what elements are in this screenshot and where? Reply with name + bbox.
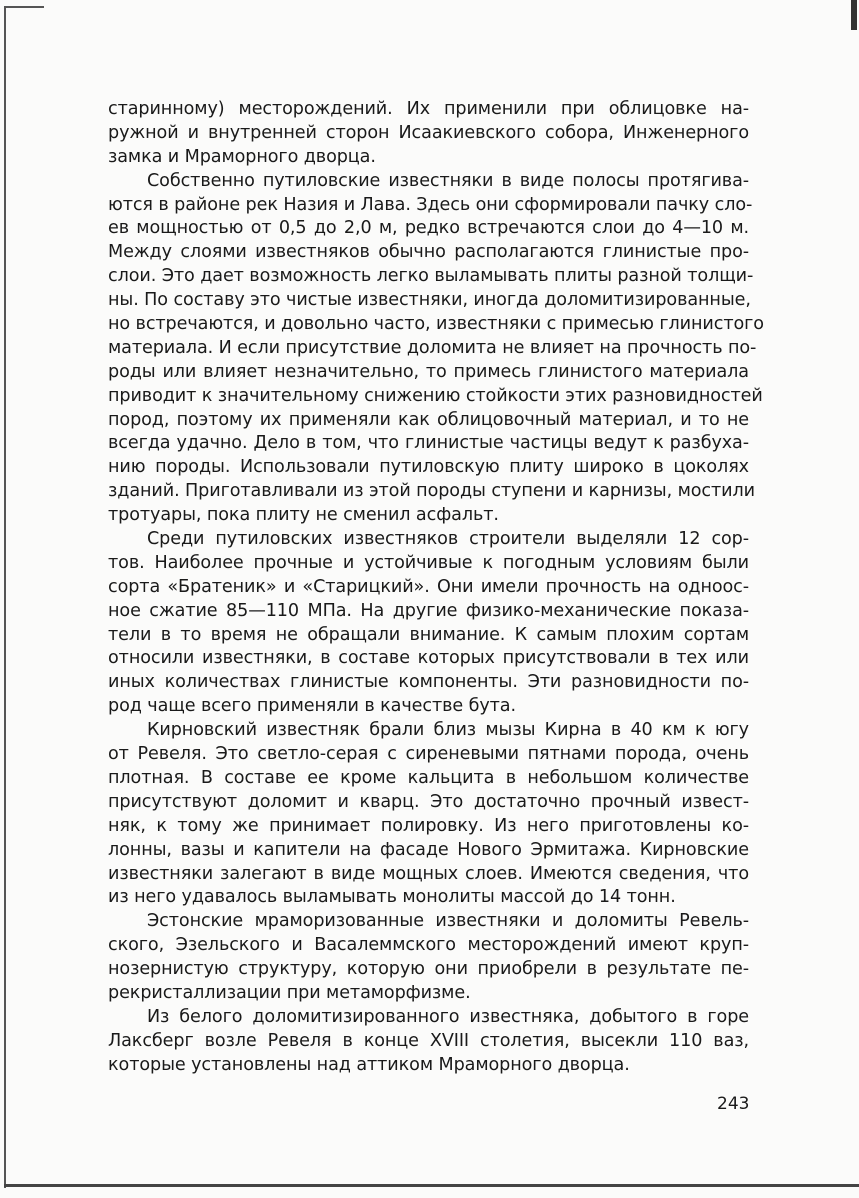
- text-line: тели в то время не обращали внимание. К самым плохим сортам: [108, 624, 749, 645]
- paragraph: [108, 170, 764, 528]
- text-line: известняки залегают в виде мощных слоев. Имеются сведения, что: [108, 863, 749, 884]
- text-line: материала. И если присутствие доломита не влияет на прочность по-: [108, 337, 757, 358]
- text-line: Собственно путиловские известняки в виде полосы протягива-: [147, 170, 749, 191]
- text-line: няк, к тому же принимает полировку. Из него приготовлены ко-: [108, 815, 749, 836]
- text-line: но встречаются, и довольно часто, известняки с примесью глинистого: [108, 314, 764, 335]
- paragraph: [108, 719, 749, 910]
- text-line: сорта «Братеник» и «Старицкий». Они имели прочность на одноос-: [108, 576, 749, 597]
- text-line: зданий. Приготавливали из этой породы ступени и карнизы, мостили: [108, 481, 755, 502]
- body-text: [108, 98, 764, 1078]
- text-line: Между слоями известняков обычно располагаются глинистые про-: [108, 242, 749, 263]
- scan-edge-left: [4, 8, 6, 1188]
- text-line: всегда удачно. Дело в том, что глинистые частицы ведут к разбуха-: [108, 433, 749, 454]
- text-line: плотная. В составе ее кроме кальцита в небольшом количестве: [108, 767, 749, 788]
- text-line: Из белого доломитизированного известняка, добытого в горе: [147, 1006, 749, 1027]
- text-line: нию породы. Использовали путиловскую плиту широко в цоколях: [108, 457, 749, 478]
- text-line: пород, поэтому их применяли как облицовочный материал, и то не: [108, 409, 749, 430]
- text-line: ружной и внутренней сторон Исаакиевского собора, Инженерного: [108, 122, 749, 143]
- scan-edge-bottom: [4, 1184, 859, 1187]
- text-line: рекристаллизации при метаморфизме.: [108, 982, 471, 1003]
- paragraph: [108, 910, 749, 1006]
- text-line: Эстонские мраморизованные известняки и доломиты Ревель-: [147, 911, 749, 932]
- text-line: приводит к значительному снижению стойкости этих разновидностей: [108, 385, 763, 406]
- text-line: лонны, вазы и капители на фасаде Нового Эрмитажа. Кирновские: [108, 839, 749, 860]
- text-line: тротуары, пока плиту не сменил асфальт.: [108, 505, 499, 526]
- paragraph: [108, 1006, 749, 1078]
- text-line: нозернистую структуру, которую они приобрели в результате пе-: [108, 959, 749, 980]
- paragraph: [108, 98, 749, 170]
- text-line: ны. По составу это чистые известняки, иногда доломитизированные,: [108, 290, 751, 311]
- text-line: относили известняки, в составе которых присутствовали в тех или: [108, 648, 749, 669]
- text-line: замка и Мраморного дворца.: [108, 146, 376, 167]
- text-line: присутствуют доломит и кварц. Это достаточно прочный извест-: [108, 791, 749, 812]
- text-line: Среди путиловских известняков строители выделяли 12 сор-: [147, 529, 749, 550]
- text-line: Кирновский известняк брали близ мызы Кирна в 40 км к югу: [147, 720, 749, 741]
- text-line: от Ревеля. Это светло-серая с сиреневыми пятнами порода, очень: [108, 744, 749, 765]
- page-number: 243: [717, 1094, 750, 1114]
- paragraph: [108, 528, 749, 719]
- text-line: ное сжатие 85—110 МПа. На другие физико-механические показа-: [108, 600, 749, 621]
- text-line: ского, Эзельского и Васалеммского месторождений имеют круп-: [108, 935, 749, 956]
- scan-edge-top: [4, 6, 44, 8]
- text-line: роды или влияет незначительно, то примесь глинистого материала: [108, 361, 749, 382]
- text-line: из него удавалось выламывать монолиты массой до 14 тонн.: [108, 887, 676, 908]
- text-line: Лаксберг возле Ревеля в конце XVIII столетия, высекли 110 ваз,: [108, 1030, 749, 1051]
- text-line: которые установлены над аттиком Мраморного дворца.: [108, 1054, 630, 1075]
- text-line: слои. Это дает возможность легко выламывать плиты разной толщи-: [108, 266, 754, 287]
- text-line: ев мощностью от 0,5 до 2,0 м, редко встречаются слои до 4—10 м.: [108, 218, 749, 239]
- scan-edge-corner: [851, 0, 857, 30]
- text-line: ются в районе рек Назия и Лава. Здесь они сформировали пачку сло-: [108, 194, 753, 215]
- text-line: старинному) месторождений. Их применили при облицовке на-: [108, 99, 749, 119]
- text-line: род чаще всего применяли в качестве бута.: [108, 696, 516, 717]
- text-line: иных количествах глинистые компоненты. Эти разновидности по-: [108, 672, 749, 693]
- text-line: тов. Наиболее прочные и устойчивые к погодным условиям были: [108, 552, 749, 573]
